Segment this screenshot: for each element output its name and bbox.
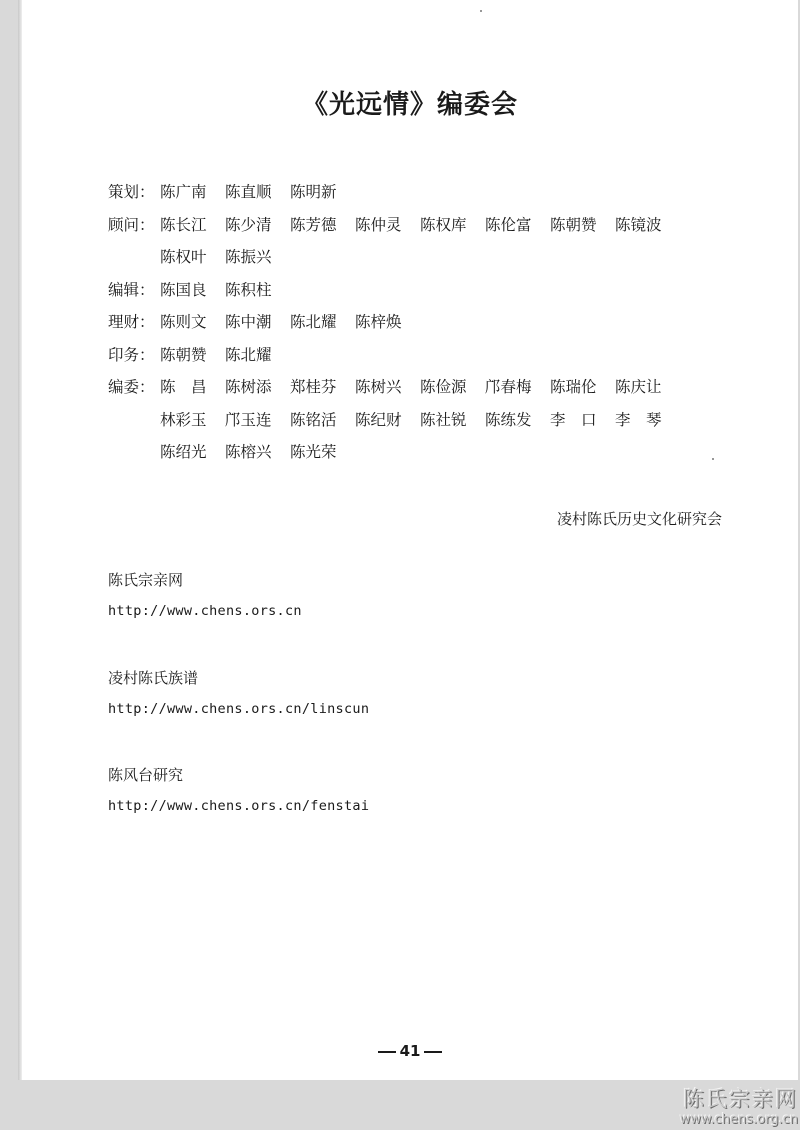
link-block-3 — [108, 764, 369, 816]
link-url[interactable]: http://www.chens.ors.cn/linscun — [108, 701, 370, 717]
link-block-1 — [108, 569, 302, 621]
page-number — [22, 1042, 798, 1060]
credit-names — [160, 209, 728, 274]
member-name: 陈瑞伦 — [550, 378, 597, 396]
member-name: 陈北耀 — [225, 345, 272, 364]
member-name: 陈仲灵 — [355, 215, 402, 234]
member-name: 陈广南 — [160, 183, 207, 201]
member-name: 陈庆让 — [615, 378, 662, 396]
member-name: 陈权叶 — [160, 248, 207, 266]
member-name: 陈权库 — [420, 215, 467, 234]
page-number-value: 41 — [399, 1042, 421, 1060]
organization-signature: 凌村陈氏历史文化研究会 — [556, 510, 722, 528]
credit-names — [160, 274, 728, 307]
dash-left — [378, 1051, 396, 1053]
watermark-url: www.chens.org.cn — [679, 1112, 798, 1127]
member-name: 陈朝赞 — [550, 215, 597, 234]
member-name: 陈国良 — [160, 280, 207, 299]
member-name: 陈绍光 — [160, 443, 207, 461]
member-name: 陈榕兴 — [225, 443, 272, 461]
member-name: 陈练发 — [485, 410, 532, 429]
credit-names — [160, 371, 728, 469]
scan-speck — [480, 10, 482, 12]
member-name: 陈振兴 — [225, 248, 272, 266]
credit-row — [108, 371, 728, 469]
link-title: 陈风台研究 — [108, 766, 184, 784]
member-name: 陈铭活 — [290, 410, 337, 429]
link-block-2 — [108, 667, 369, 719]
link-title: 凌村陈氏族谱 — [108, 669, 199, 687]
member-name: 陈积柱 — [225, 280, 272, 299]
member-name: 陈朝赞 — [160, 345, 207, 364]
credit-row — [108, 339, 728, 372]
member-name: 李 口 — [550, 410, 597, 429]
member-name: 陈则文 — [160, 313, 207, 331]
page-title: 《光远情》编委会 — [301, 90, 518, 120]
credit-names — [160, 339, 728, 372]
member-name: 邝玉连 — [225, 410, 272, 429]
member-name: 郑桂芬 — [290, 378, 337, 396]
member-name: 陈光荣 — [290, 443, 337, 461]
member-name: 陈社锐 — [420, 410, 467, 429]
member-name: 陈树添 — [225, 378, 272, 396]
credit-row — [108, 176, 728, 209]
member-name: 陈芳德 — [290, 215, 337, 234]
member-name: 林彩玉 — [160, 410, 207, 429]
link-url[interactable]: http://www.chens.ors.cn/fenstai — [108, 798, 370, 814]
credit-role: 策划： — [108, 183, 155, 201]
member-name: 陈长江 — [160, 215, 207, 234]
member-name: 陈少清 — [225, 215, 272, 234]
credit-row — [108, 209, 728, 274]
link-url[interactable]: http://www.chens.ors.cn — [108, 603, 302, 619]
member-name: 陈梓焕 — [355, 313, 402, 331]
member-name: 陈北耀 — [290, 313, 337, 331]
site-watermark — [680, 1086, 798, 1128]
document-page — [22, 0, 798, 1080]
member-name: 陈伦富 — [485, 215, 532, 234]
link-title: 陈氏宗亲网 — [108, 571, 184, 589]
credit-role: 理财： — [108, 313, 155, 331]
dash-right — [424, 1051, 442, 1053]
member-name: 邝春梅 — [485, 378, 532, 396]
member-name: 陈明新 — [290, 183, 337, 201]
watermark-name: 陈氏宗亲网 — [683, 1087, 798, 1111]
member-name: 陈树兴 — [355, 378, 402, 396]
committee-credits — [108, 176, 728, 469]
member-name: 陈 昌 — [160, 378, 207, 396]
member-name: 陈中潮 — [225, 313, 272, 331]
member-name: 陈纪财 — [355, 410, 402, 429]
credit-row — [108, 306, 728, 339]
credit-role: 编委： — [108, 378, 155, 396]
member-name: 陈俭源 — [420, 378, 467, 396]
credit-names — [160, 306, 728, 339]
credit-role: 印务： — [108, 345, 155, 364]
credit-role: 顾问： — [108, 215, 155, 234]
member-name: 陈直顺 — [225, 183, 272, 201]
credit-names — [160, 176, 728, 209]
credit-role: 编辑： — [108, 280, 155, 299]
member-name: 陈镜波 — [615, 215, 662, 234]
member-name: 李 琴 — [615, 410, 662, 429]
credit-row — [108, 274, 728, 307]
